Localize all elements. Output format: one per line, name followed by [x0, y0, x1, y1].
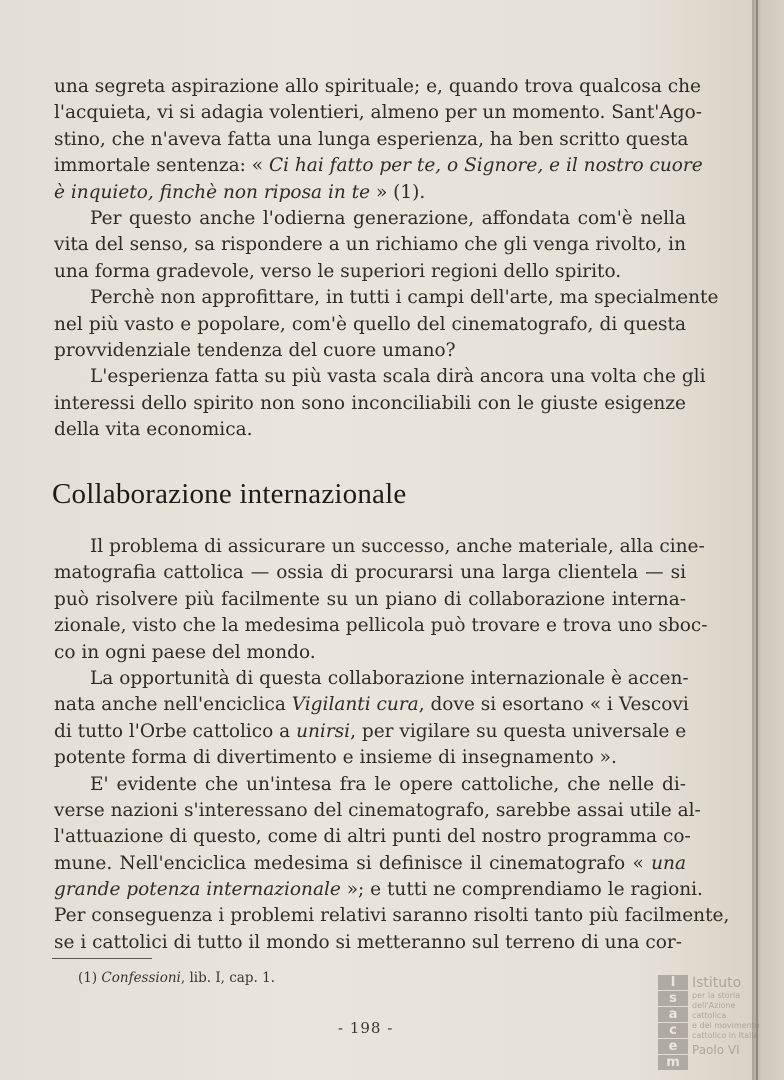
text-line: provvidenziale tendenza del cuore umano?: [54, 339, 456, 361]
text-line: Perchè non approfittare, in tutti i campi dell'arte, ma specialmente: [90, 287, 719, 309]
paragraph: [54, 534, 708, 666]
text-line: interessi dello spirito non sono inconciliabili con le giuste esigenze: [54, 392, 686, 414]
text-line: Per conseguenza i problemi relativi saranno risolti tanto più facilmente,: [54, 905, 730, 927]
text-line: di tutto l'Orbe cattolico a unirsi, per vigilare su questa universale e: [54, 720, 687, 742]
watermark-name: Paolo VI: [692, 1043, 740, 1057]
text-line: l'attuazione di questo, come di altri punti del nostro programma co-: [54, 826, 691, 848]
footnote: (1) Confessioni, lib. I, cap. 1.: [78, 970, 275, 986]
watermark-line: Istituto: [692, 975, 742, 991]
paragraph: [54, 666, 689, 772]
paragraph: [54, 285, 719, 364]
section-heading: Collaborazione internazionale: [52, 478, 407, 510]
watermark-line: per la storia: [692, 991, 741, 1000]
text-line: della vita economica.: [54, 419, 253, 441]
text-line: immortale sentenza: « Ci hai fatto per te, o Signore, e il nostro cuore: [54, 155, 703, 177]
text-line: se i cattolici di tutto il mondo si metteranno sul terreno di una cor-: [54, 931, 683, 953]
page-edge-line: [756, 0, 758, 1080]
logo-letter: s: [658, 991, 688, 1006]
page-number: - 198 -: [338, 1019, 394, 1037]
logo-letter: I: [658, 975, 688, 990]
text-line: può risolvere più facilmente su un piano di collaborazione interna-: [54, 588, 686, 610]
watermark-line: e del movimento: [692, 1021, 760, 1030]
logo-letter: e: [658, 1039, 688, 1054]
text-line: La opportunità di questa collaborazione internazionale è accen-: [90, 667, 689, 689]
paragraph: [54, 206, 686, 285]
footnote-rule: [52, 958, 152, 959]
text-line: grande potenza internazionale »; e tutti ne comprendiamo le ragioni.: [54, 879, 703, 901]
text-line: E' evidente che un'intesa fra le opere cattoliche, che nelle di-: [90, 773, 686, 795]
watermark-line: cattolico in Italia: [692, 1031, 759, 1040]
watermark: [658, 975, 768, 1070]
text-line: L'esperienza fatta su più vasta scala dirà ancora una volta che gli: [90, 366, 706, 388]
text-line: potente forma di divertimento e insieme di insegnamento ».: [54, 747, 617, 769]
text-line: l'acquieta, vi si adagia volentieri, almeno per un momento. Sant'Ago-: [54, 102, 702, 124]
watermark-logo: [658, 975, 688, 1070]
text-line: una forma gradevole, verso le superiori regioni dello spirito.: [54, 260, 622, 282]
text-line: vita del senso, sa rispondere a un richiamo che gli venga rivolto, in: [54, 234, 686, 256]
text-line: è inquieto, finchè non riposa in te » (1).: [54, 181, 426, 203]
logo-letter: m: [658, 1055, 688, 1070]
body-text-top: [54, 74, 719, 443]
paragraph: [54, 74, 703, 206]
text-line: verse nazioni s'interessano del cinematografo, sarebbe assai utile al-: [54, 799, 701, 821]
paragraph: [54, 772, 730, 957]
text-line: stino, che n'aveva fatta una lunga esperienza, ha ben scritto questa: [54, 128, 689, 150]
paragraph: [54, 364, 706, 443]
text-line: Per questo anche l'odierna generazione, affondata com'è nella: [90, 207, 686, 229]
text-line: co in ogni paese del mondo.: [54, 641, 316, 663]
text-line: matografia cattolica — ossia di procurarsi una larga clientela — si: [54, 562, 686, 584]
watermark-text: [692, 975, 772, 1057]
logo-letter: c: [658, 1023, 688, 1038]
text-line: mune. Nell'enciclica medesima si definisce il cinematografo « una: [54, 852, 686, 874]
body-text-bottom: [54, 534, 730, 956]
text-line: Il problema di assicurare un successo, anche materiale, alla cine-: [90, 536, 705, 557]
logo-letter: a: [658, 1007, 688, 1022]
text-line: zionale, visto che la medesima pellicola può trovare e trova uno sboc-: [54, 615, 708, 637]
text-line: nel più vasto e popolare, com'è quello del cinematografo, di questa: [54, 313, 686, 335]
watermark-line: dell'Azione cattolica: [692, 1001, 736, 1020]
text-line: una segreta aspirazione allo spirituale; e, quando trova qualcosa che: [54, 76, 701, 97]
text-line: nata anche nell'enciclica Vigilanti cura, dove si esortano « i Vescovi: [54, 694, 689, 716]
